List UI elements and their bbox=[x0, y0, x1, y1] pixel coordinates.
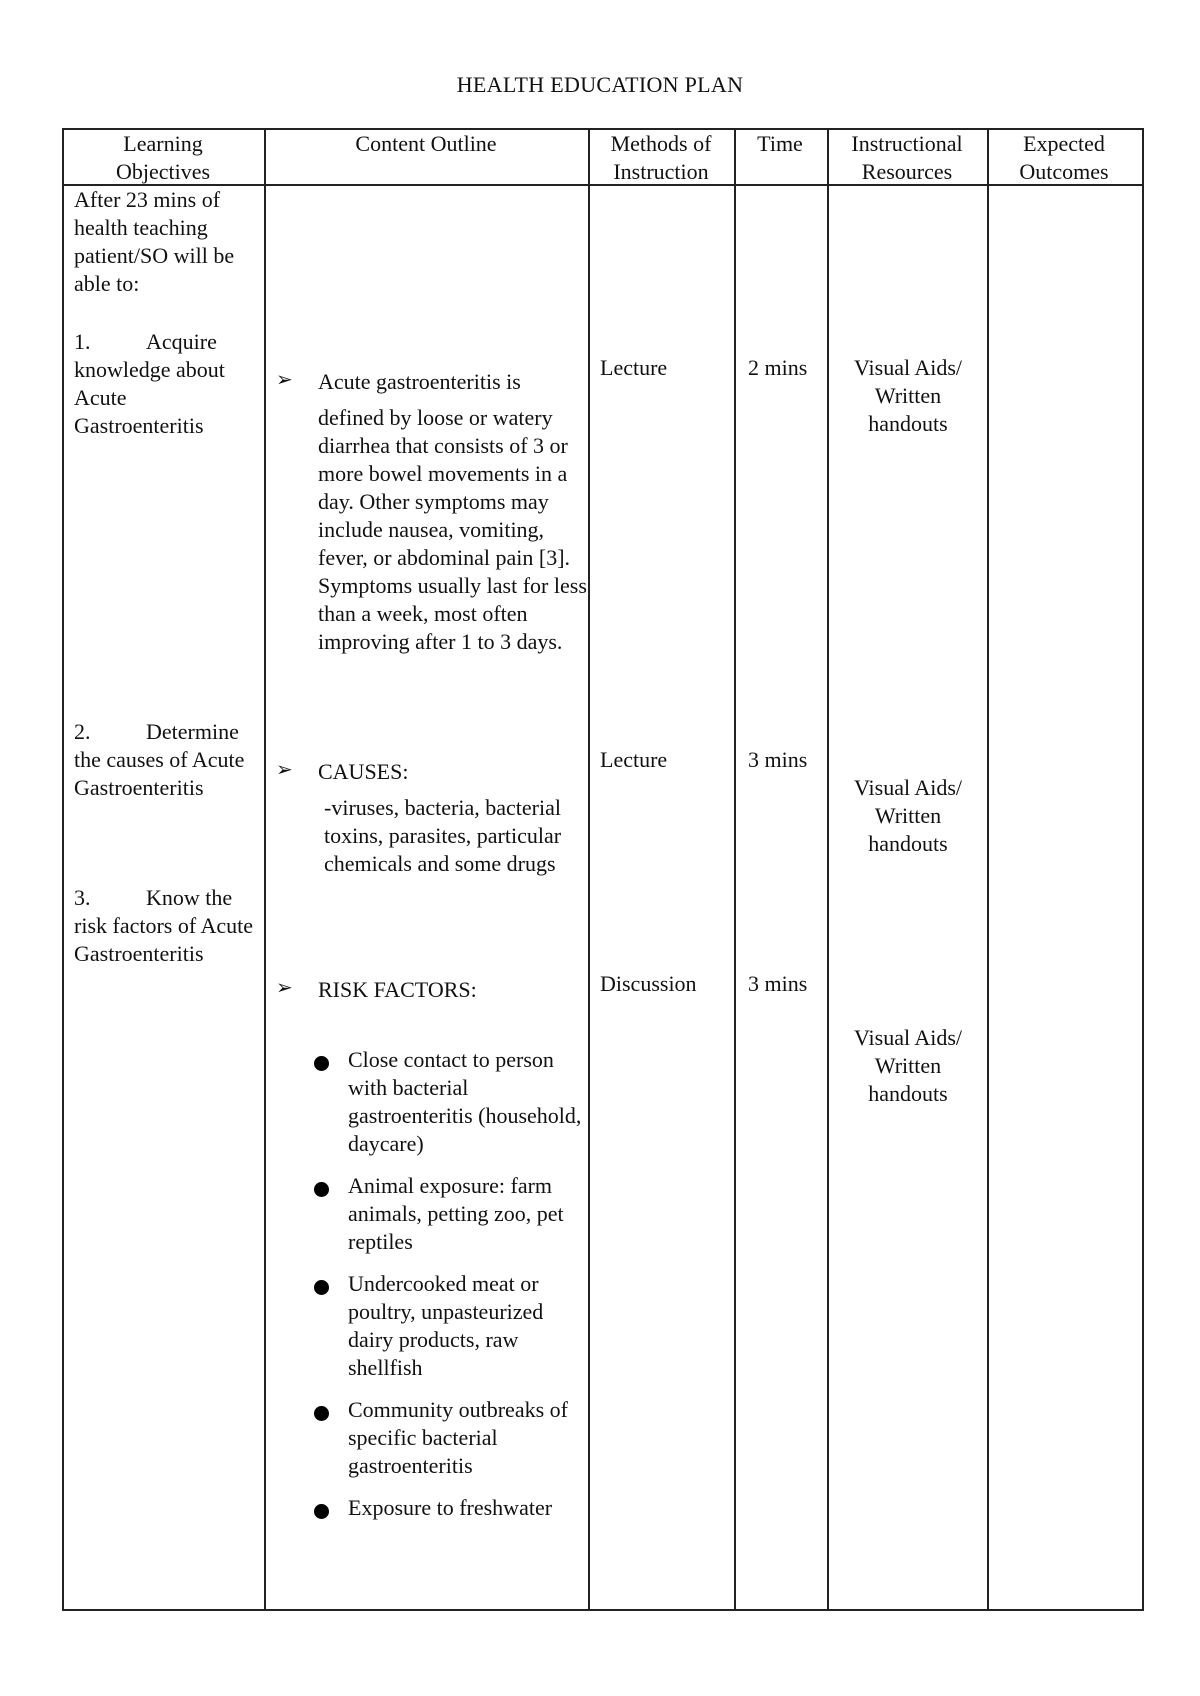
header-resources: Instructional Resources bbox=[851, 131, 963, 184]
column-divider bbox=[264, 128, 266, 1610]
resource-cell: Visual Aids/ Written handouts bbox=[853, 775, 963, 856]
risk-heading: RISK FACTORS: bbox=[318, 977, 477, 1002]
definition-body: defined by loose or watery diarrhea that consists of 3 or more bowel movements in a day. Other symptoms may include nausea, vomiting, fever, or abdominal pain [3]. Symptoms usually last for less than a week, most often improving after 1 to 3 days. bbox=[318, 405, 587, 654]
time-cell: 3 mins bbox=[748, 747, 808, 772]
time-cell: 3 mins bbox=[748, 971, 808, 996]
round-bullet-icon bbox=[314, 1056, 329, 1071]
column-divider bbox=[987, 128, 989, 1610]
method-cell: Lecture bbox=[600, 355, 668, 380]
resource-cell: Visual Aids/ Written handouts bbox=[853, 1025, 963, 1106]
column-divider bbox=[827, 128, 829, 1610]
objective-item bbox=[74, 718, 260, 802]
causes-body: -viruses, bacteria, bacterial toxins, parasites, particular chemicals and some drugs bbox=[324, 795, 562, 876]
method-cell: Lecture bbox=[600, 747, 668, 772]
objective-item bbox=[74, 884, 260, 968]
column-divider bbox=[734, 128, 736, 1610]
method-cell: Discussion bbox=[600, 971, 697, 996]
header-objectives: Learning Objectives bbox=[115, 131, 211, 184]
time-cell: 2 mins bbox=[748, 355, 808, 380]
table-bottom-border bbox=[62, 1609, 1144, 1611]
header-time: Time bbox=[757, 131, 803, 156]
table-right-border bbox=[1142, 128, 1144, 1610]
objective-number: 2. bbox=[74, 719, 91, 744]
definition-lead: Acute gastroenteritis is bbox=[318, 369, 521, 394]
round-bullet-icon bbox=[314, 1280, 329, 1295]
round-bullet-icon bbox=[314, 1406, 329, 1421]
objective-number: 3. bbox=[74, 885, 91, 910]
arrow-bullet-icon: ➢ bbox=[276, 369, 293, 391]
round-bullet-icon bbox=[314, 1504, 329, 1519]
objective-text: Determine the causes of Acute Gastroenteritis bbox=[74, 719, 245, 800]
objective-item bbox=[74, 328, 260, 440]
header-methods: Methods of Instruction bbox=[610, 131, 712, 184]
objective-number: 1. bbox=[74, 329, 91, 354]
objectives-intro: After 23 mins of health teaching patient/SO will be able to: bbox=[74, 187, 235, 296]
header-content: Content Outline bbox=[355, 131, 497, 156]
arrow-bullet-icon: ➢ bbox=[276, 977, 293, 999]
table-left-border bbox=[62, 128, 64, 1610]
causes-heading: CAUSES: bbox=[318, 759, 409, 784]
page-title: HEALTH EDUCATION PLAN bbox=[456, 72, 744, 97]
risk-item: Animal exposure: farm animals, petting zoo, pet reptiles bbox=[348, 1173, 564, 1254]
round-bullet-icon bbox=[314, 1182, 329, 1197]
objective-text: Know the risk factors of Acute Gastroenteritis bbox=[74, 885, 253, 966]
risk-item: Community outbreaks of specific bacterial gastroenteritis bbox=[348, 1397, 568, 1478]
header-outcomes: Expected Outcomes bbox=[1019, 131, 1109, 184]
risk-item: Exposure to freshwater bbox=[348, 1495, 553, 1520]
risk-item: Close contact to person with bacterial gastroenteritis (household, daycare) bbox=[348, 1047, 582, 1156]
risk-item: Undercooked meat or poultry, unpasteurized dairy products, raw shellfish bbox=[348, 1271, 544, 1380]
arrow-bullet-icon: ➢ bbox=[276, 759, 293, 781]
objective-text: Acquire knowledge about Acute Gastroenteritis bbox=[74, 329, 225, 438]
resource-cell: Visual Aids/ Written handouts bbox=[853, 355, 963, 436]
